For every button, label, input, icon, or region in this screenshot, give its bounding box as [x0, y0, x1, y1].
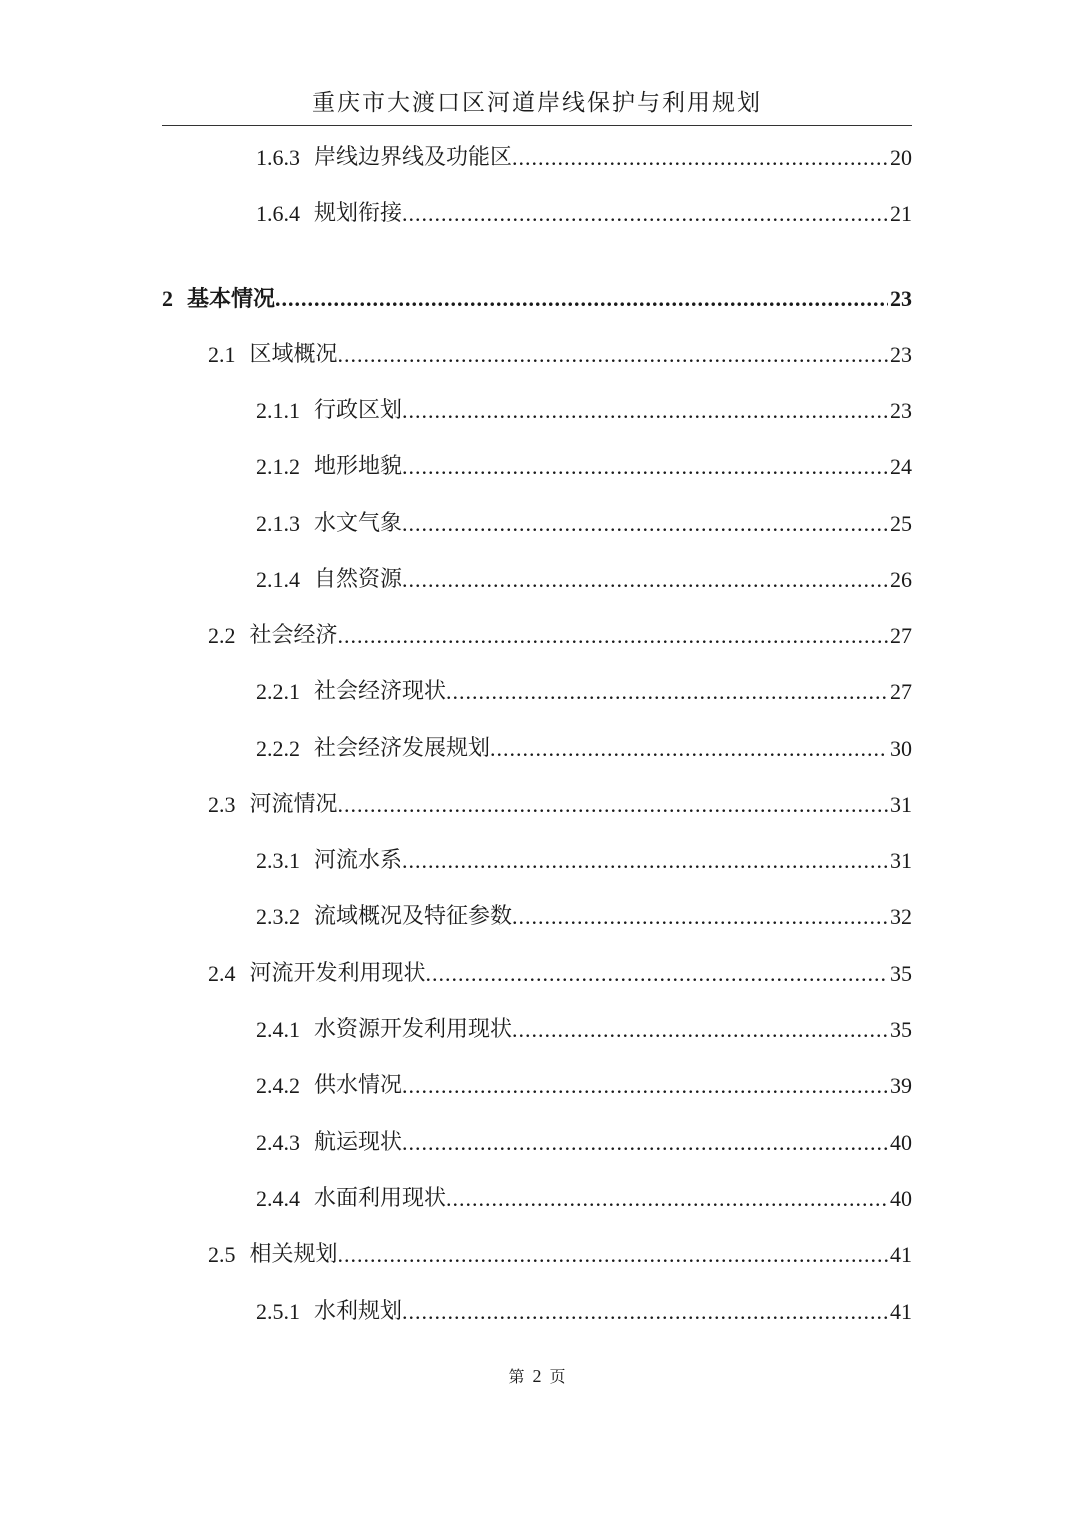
toc-entry-page: 31 — [890, 848, 912, 873]
toc-entry-title: 水资源开发利用现状 — [314, 1017, 513, 1042]
toc-entry-title: 水利规划 — [314, 1299, 403, 1324]
toc-dot-leader — [402, 1295, 888, 1329]
toc-entry-number: 2.1.2 — [256, 454, 300, 479]
footer-suffix: 页 — [549, 1367, 566, 1386]
toc-dot-leader — [446, 675, 888, 709]
toc-dot-leader — [402, 507, 888, 541]
toc-entry[interactable] — [256, 900, 912, 934]
toc-dot-leader — [512, 900, 888, 934]
toc-entry-number: 2.2 — [208, 623, 236, 648]
toc-entry-page: 23 — [890, 398, 912, 423]
toc-entry-number: 2.1.1 — [256, 398, 300, 423]
toc-entry[interactable] — [256, 844, 912, 878]
toc-dot-leader — [402, 844, 888, 878]
toc-entry[interactable] — [208, 957, 912, 991]
toc-entry-page: 27 — [890, 679, 912, 704]
toc-dot-leader — [338, 1238, 888, 1272]
toc-entry-number: 2.3.1 — [256, 848, 300, 873]
toc-entry-page: 40 — [890, 1186, 912, 1211]
toc-entry-page: 41 — [890, 1299, 912, 1324]
page-header-title: 重庆市大渡口区河道岸线保护与利用规划 — [312, 90, 762, 116]
toc-entry-title: 区域概况 — [249, 342, 338, 367]
toc-entry-number: 2.1.4 — [256, 567, 300, 592]
toc-entry-page: 35 — [890, 1017, 912, 1042]
toc-dot-leader — [512, 1013, 888, 1047]
toc-entry[interactable] — [256, 1069, 912, 1103]
toc-entry-number: 2.1.3 — [256, 511, 300, 536]
toc-entry[interactable] — [256, 197, 912, 231]
toc-entry[interactable] — [256, 1182, 912, 1216]
toc-entry[interactable] — [256, 450, 912, 484]
toc-entry-page: 23 — [890, 342, 912, 367]
toc-entry-number: 2.4.1 — [256, 1017, 300, 1042]
toc-dot-leader — [402, 197, 888, 231]
toc-dot-leader — [512, 141, 888, 175]
toc-entry-title: 社会经济现状 — [314, 679, 447, 704]
toc-dot-leader — [402, 563, 888, 597]
toc-entry[interactable] — [256, 507, 912, 541]
toc-entry[interactable] — [256, 732, 912, 766]
toc-entry-number: 2.2.2 — [256, 736, 300, 761]
toc-entry-page: 25 — [890, 511, 912, 536]
toc-entry-title: 供水情况 — [314, 1073, 403, 1098]
toc-entry-title: 水文气象 — [314, 511, 403, 536]
toc-entry-number: 2.4 — [208, 961, 236, 986]
toc-entry-title: 规划衔接 — [314, 201, 403, 226]
footer-page-number: 2 — [532, 1366, 542, 1386]
toc-entry[interactable] — [256, 675, 912, 709]
toc-entry-title: 相关规划 — [249, 1242, 338, 1267]
toc-entry-page: 23 — [890, 286, 912, 311]
toc-entry[interactable] — [256, 141, 912, 175]
toc-entry-number: 2.3.2 — [256, 904, 300, 929]
toc-dot-leader — [402, 1069, 888, 1103]
toc-entry-number: 2.4.3 — [256, 1130, 300, 1155]
toc-entry-page: 40 — [890, 1130, 912, 1155]
toc-entry-page: 20 — [890, 145, 912, 170]
toc-dot-leader — [275, 282, 888, 316]
toc-entry-page: 35 — [890, 961, 912, 986]
toc-entry[interactable] — [256, 1126, 912, 1160]
toc-entry[interactable] — [162, 282, 912, 316]
toc-dot-leader — [338, 619, 888, 653]
toc-entry-number: 2.5 — [208, 1242, 236, 1267]
toc-entry-page: 26 — [890, 567, 912, 592]
toc-dot-leader — [426, 957, 888, 991]
toc-entry-title: 河流开发利用现状 — [249, 961, 426, 986]
toc-entry[interactable] — [208, 788, 912, 822]
toc-entry-title: 河流情况 — [249, 792, 338, 817]
toc-entry-title: 地形地貌 — [314, 454, 403, 479]
toc-entry[interactable] — [208, 338, 912, 372]
toc-entry-page: 27 — [890, 623, 912, 648]
toc-entry[interactable] — [256, 394, 912, 428]
toc-entry-number: 2.1 — [208, 342, 236, 367]
toc-dot-leader — [446, 1182, 888, 1216]
toc-entry-title: 水面利用现状 — [314, 1186, 447, 1211]
toc-entry-number: 2.2.1 — [256, 679, 300, 704]
toc-dot-leader — [338, 338, 888, 372]
toc-entry[interactable] — [256, 563, 912, 597]
toc-entry-page: 30 — [890, 736, 912, 761]
toc-dot-leader — [402, 1126, 888, 1160]
toc-entry-page: 41 — [890, 1242, 912, 1267]
toc-entry-title: 岸线边界线及功能区 — [314, 145, 513, 170]
toc-entry[interactable] — [208, 619, 912, 653]
toc-dot-leader — [402, 450, 888, 484]
toc-dot-leader — [338, 788, 888, 822]
header-divider — [162, 125, 912, 126]
toc-entry-number: 1.6.4 — [256, 201, 300, 226]
toc-entry-number: 2.3 — [208, 792, 236, 817]
toc-entry-number: 2 — [162, 286, 173, 311]
toc-entry-title: 行政区划 — [314, 398, 403, 423]
toc-entry-number: 2.5.1 — [256, 1299, 300, 1324]
toc-entry[interactable] — [256, 1295, 912, 1329]
toc-entry-page: 21 — [890, 201, 912, 226]
toc-entry-title: 航运现状 — [314, 1130, 403, 1155]
toc-entry-title: 社会经济 — [249, 623, 338, 648]
toc-entry[interactable] — [256, 1013, 912, 1047]
toc-entry-title: 流域概况及特征参数 — [314, 904, 513, 929]
footer-prefix: 第 — [508, 1367, 525, 1386]
toc-dot-leader — [402, 394, 888, 428]
toc-entry-title: 自然资源 — [314, 567, 403, 592]
toc-entry-number: 2.4.2 — [256, 1073, 300, 1098]
toc-entry-page: 32 — [890, 904, 912, 929]
toc-entry-title: 河流水系 — [314, 848, 403, 873]
toc-entry-title: 社会经济发展规划 — [314, 736, 491, 761]
toc-dot-leader — [490, 732, 888, 766]
toc-entry[interactable] — [208, 1238, 912, 1272]
toc-entry-page: 39 — [890, 1073, 912, 1098]
toc-entry-title: 基本情况 — [187, 286, 276, 312]
toc-entry-page: 31 — [890, 792, 912, 817]
page-footer — [0, 1365, 1074, 1388]
toc-entry-number: 1.6.3 — [256, 145, 300, 170]
toc-entry-page: 24 — [890, 454, 912, 479]
toc-entry-number: 2.4.4 — [256, 1186, 300, 1211]
